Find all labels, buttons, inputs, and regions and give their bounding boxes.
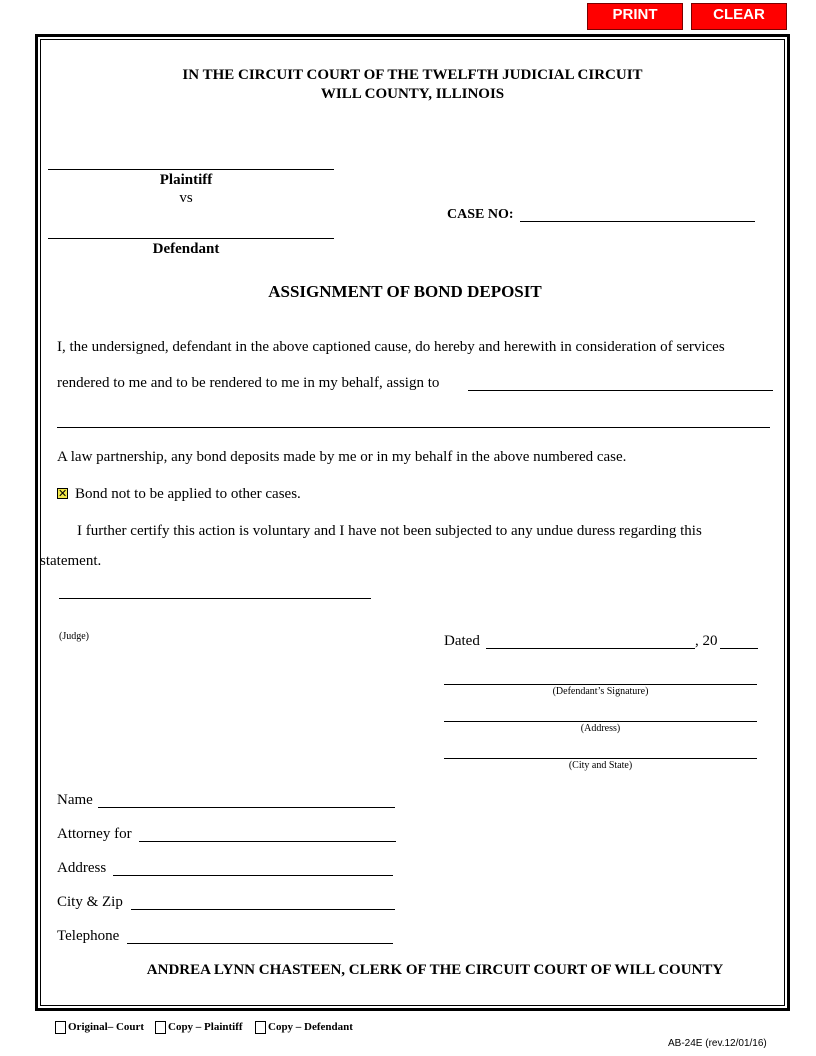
original-court-checkbox[interactable] [55,1021,66,1034]
defendant-city-state-line [444,758,757,759]
assignee-input-1[interactable] [468,372,777,392]
assignee-input-2[interactable] [57,409,774,429]
dated-label: Dated [444,633,480,649]
county-name: WILL COUNTY, ILLINOIS [320,86,505,102]
year-line [720,648,758,649]
bond-checkbox-label: Bond not to be applied to other cases. [75,486,301,502]
body-paragraph-line-1: I, the undersigned, defendant in the above captioned cause, do hereby and herewith in consideration of services [57,339,725,355]
bond-checkbox[interactable]: ✕ [58,487,68,500]
attorney-name-label: Name [57,792,93,808]
original-court-label: Original– Court [68,1021,145,1033]
copy-defendant-checkbox[interactable] [255,1021,266,1034]
case-no-input[interactable] [520,203,759,223]
plaintiff-label: Plaintiff [159,172,213,188]
defendant-address-label: (Address) [580,723,621,734]
copy-plaintiff-label: Copy – Plaintiff [168,1021,243,1033]
attorney-telephone-line [127,943,393,944]
case-no-label: CASE NO: [447,207,514,222]
law-partnership-text: A law partnership, any bond deposits made by me or in my behalf in the above numbered case. [57,449,627,465]
attorney-telephone-label: Telephone [57,928,120,944]
clear-button[interactable]: CLEAR [691,3,787,30]
defendant-signature-line [444,684,757,685]
dated-line [486,648,695,649]
attorney-address-label: Address [57,860,107,876]
clerk-name: ANDREA LYNN CHASTEEN, CLERK OF THE CIRCUIT COURT OF WILL COUNTY [146,962,724,978]
copy-defendant-label: Copy – Defendant [268,1021,353,1033]
defendant-input[interactable] [48,220,338,240]
form-id: AB-24E (rev.12/01/16) [668,1038,767,1049]
defendant-signature-label: (Defendant’s Signature) [552,686,649,697]
certify-text-line-2: statement. [40,553,102,569]
defendant-label: Defendant [152,241,220,257]
court-name: IN THE CIRCUIT COURT OF THE TWELFTH JUDICIAL CIRCUIT [182,67,643,83]
judge-label: (Judge) [59,631,89,642]
attorney-for-line [139,841,396,842]
attorney-name-line [98,807,395,808]
attorney-address-line [113,875,393,876]
defendant-address-line [444,721,757,722]
attorney-for-label: Attorney for [57,826,132,842]
body-paragraph-line-2: rendered to me and to be rendered to me in my behalf, assign to [57,375,440,391]
copy-plaintiff-checkbox[interactable] [155,1021,166,1034]
print-button[interactable]: PRINT [587,3,683,30]
attorney-city-zip-label: City & Zip [57,894,123,910]
form-title: ASSIGNMENT OF BOND DEPOSIT [268,282,542,301]
year-prefix: , 20 [695,633,718,649]
defendant-city-state-label: (City and State) [568,760,633,771]
attorney-city-zip-line [131,909,395,910]
judge-signature-line [59,598,371,599]
certify-text-line-1: I further certify this action is voluntary and I have not been subjected to any undue duress regarding this [77,523,702,539]
vs-label: vs [179,190,193,206]
plaintiff-input[interactable] [48,151,338,171]
